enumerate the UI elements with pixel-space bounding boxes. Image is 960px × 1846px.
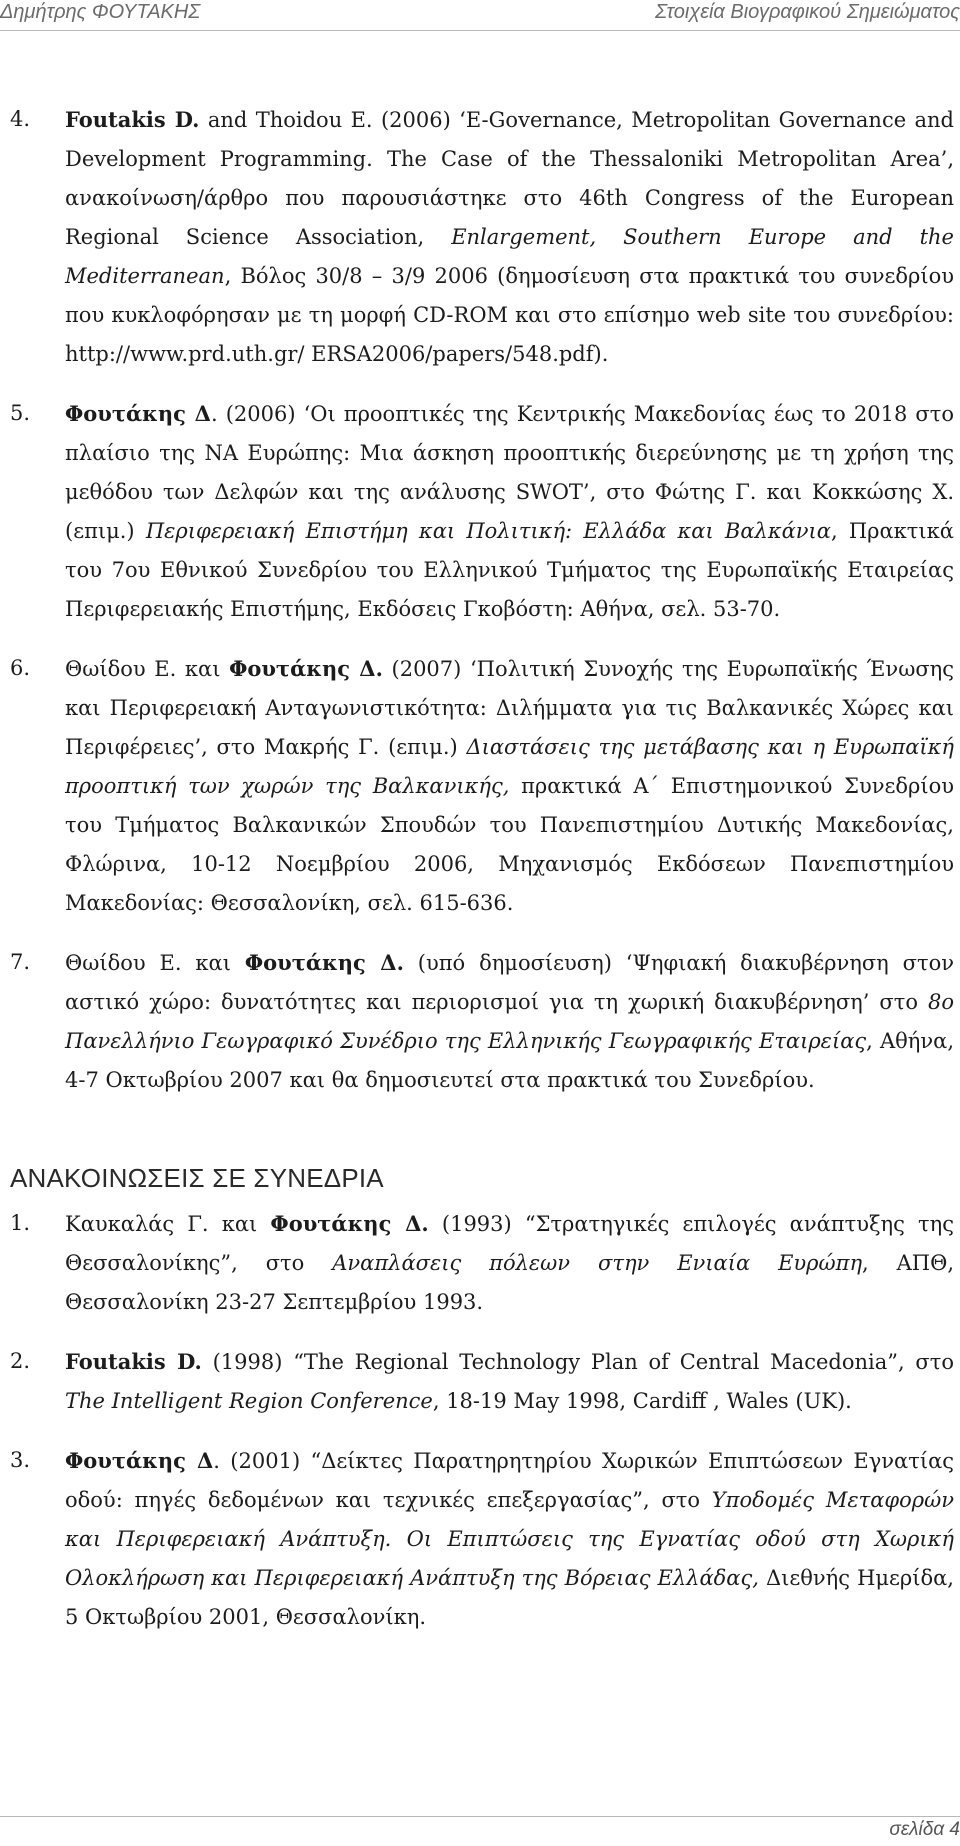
item-number: 4. [10,107,31,131]
author-highlight: Foutakis D. [65,107,200,132]
citation-text: (1993) “Στρατηγικές επιλογές ανάπτυξης της Θεσσαλονίκης”, στο [65,1212,954,1275]
item-number: 1. [10,1211,31,1235]
spacer [10,1322,954,1342]
citation-title: Υποδομές Μεταφορών και Περιφερειακή Ανάπτυξη. Οι Επιπτώσεις της Εγνατίας οδού στη Χωρική Ολοκλήρωση και Περιφερειακή Ανάπτυξη της Βόρειας Ελλάδας, [65,1488,954,1590]
item-number: 5. [10,401,31,425]
publications-list [10,100,954,1100]
citation-text: . (2006) ‘Οι προοπτικές της Κεντρικής Μακεδονίας έως το 2018 στο πλαίσιο της ΝΑ Ευρώπης: Μια άσκηση προοπτικής διερεύνησης με τη χρήση της μεθόδου των Δελφών και της ανάλυσης SWOT’, στο Φώτης Γ. και Κοκκώσης Χ. (επιμ.) [65,402,954,543]
citation-title: The Intelligent Region Conference [65,1389,433,1413]
section-heading: ΑΝΑΚΟΙΝΩΣΕΙΣ ΣΕ ΣΥΝΕΔΡΙΑ [10,1163,384,1193]
author-highlight: Φουτάκης Δ [65,401,211,426]
co-authors: Θωίδου Ε. και [65,951,245,975]
item-number: 6. [10,656,31,680]
author-highlight: Φουτάκης Δ [65,1448,214,1473]
citation-text: (2007) ‘Πολιτική Συνοχής της Ευρωπαϊκής Ένωσης και Περιφερειακή Ανταγωνιστικότητα: Διλήμματα για τις Βαλκανικές Χώρες και Περιφέρειες’, στο Μακρής Γ. (επιμ.) [65,657,954,759]
author-highlight: Φουτάκης Δ. [229,656,383,681]
publication-item [10,943,954,1100]
author-highlight: Φουτάκης Δ. [244,950,404,975]
announcement-item [10,1204,954,1322]
page-number: σελίδα 4 [889,1819,960,1840]
citation-text: πρακτικά Α΄ Επιστημονικού Συνεδρίου του Τμήματος Βαλκανικών Σπουδών του Πανεπιστημίου Δυτικής Μακεδονίας, Φλώρινα, 10-12 Νοεμβρίου 2006, Μηχανισμός Εκδόσεων Πανεπιστημίου Μακεδονίας: Θεσσαλονίκη, σελ. 615-636. [65,774,955,915]
spacer [10,923,954,943]
co-authors: Θωίδου Ε. και [65,657,230,681]
citation-text: , Αθήνα, 4-7 Οκτωβρίου 2007 και θα δημοσιευτεί στα πρακτικά του Συνεδρίου. [65,1029,954,1092]
publication-item [10,649,954,923]
announcement-item [10,1342,954,1421]
page-footer [0,1816,960,1840]
publication-item [10,394,954,629]
citation-title: Διαστάσεις της μετάβασης και η Ευρωπαϊκή προοπτική των χωρών της Βαλκανικής, [65,735,954,798]
item-number: 2. [10,1349,31,1373]
citation-title: Αναπλάσεις πόλεων στην Ενιαία Ευρώπη [332,1251,863,1275]
citation-text: , Βόλος 30/8 – 3/9 2006 (δημοσίευση στα πρακτικά του συνεδρίου που κυκλοφόρησαν με τη μορφή CD-ROM και στο επίσημο web site του συνεδρίου: http://www.prd.uth.gr/ ERSA2006/papers/548.pdf). [65,264,954,366]
document-body [10,100,954,1637]
item-number: 3. [10,1448,31,1472]
citation-title: Enlargement, Southern Europe and the Mediterranean [65,225,954,288]
spacer [10,629,954,649]
publication-item [10,100,954,374]
citation-text: . (2001) “Δείκτες Παρατηρητηρίου Χωρικών Επιπτώσεων Εγνατίας οδού: πηγές δεδομένων και τεχνικές επεξεργασίας”, στο [65,1449,955,1512]
citation-text: (υπό δημοσίευση) ‘Ψηφιακή διακυβέρνηση στον αστικό χώρο: δυνατότητες και περιορισμοί για τη χωρική διακυβέρνηση’ στο [65,951,954,1014]
citation-title: Περιφερειακή Επιστήμη και Πολιτική: Ελλάδα και Βαλκάνια [145,519,831,543]
citation-text: , 18-19 May 1998, Cardiff , Wales (UK). [432,1389,852,1413]
author-highlight: Foutakis D. [65,1349,202,1374]
announcement-item [10,1441,954,1637]
co-authors: Καυκαλάς Γ. και [65,1212,271,1236]
citation-text: , Πρακτικά του 7ου Εθνικού Συνεδρίου του Ελληνικού Τμήματος της Ευρωπαϊκής Εταιρείας Περιφερειακής Επιστήμης, Εκδόσεις Γκοβόστη: Αθήνα, σελ. 53-70. [65,519,954,621]
page-header [0,0,960,31]
citation-text: , ΑΠΘ, Θεσσαλονίκη 23-27 Σεπτεμβρίου 1993. [65,1251,955,1314]
author-highlight: Φουτάκης Δ. [270,1211,429,1236]
citation-text: Διεθνής Ημερίδα, 5 Οκτωβρίου 2001, Θεσσαλονίκη. [65,1566,954,1629]
spacer [10,1421,954,1441]
citation-title: 8ο Πανελλήνιο Γεωγραφικό Συνέδριο της Ελληνικής Γεωγραφικής Εταιρείας [65,990,954,1053]
item-number: 7. [10,950,31,974]
spacer [10,374,954,394]
header-document-title: Στοιχεία Βιογραφικού Σημειώματος [655,1,960,23]
citation-text: and Thoidou E. (2006) ‘E-Governance, Metropolitan Governance and Development Programming. The Case of the Thessaloniki Metropolitan Area’, ανακοίνωση/άρθρο που παρουσιάστηκε στο 46th Congress of the European Regional Science Association, [65,108,955,249]
citation-text: (1998) “The Regional Technology Plan of Central Macedonia”, στο [201,1350,954,1374]
announcements-list [10,1204,954,1637]
header-author-name: Δημήτρης ΦΟΥΤΑΚΗΣ [0,1,201,23]
